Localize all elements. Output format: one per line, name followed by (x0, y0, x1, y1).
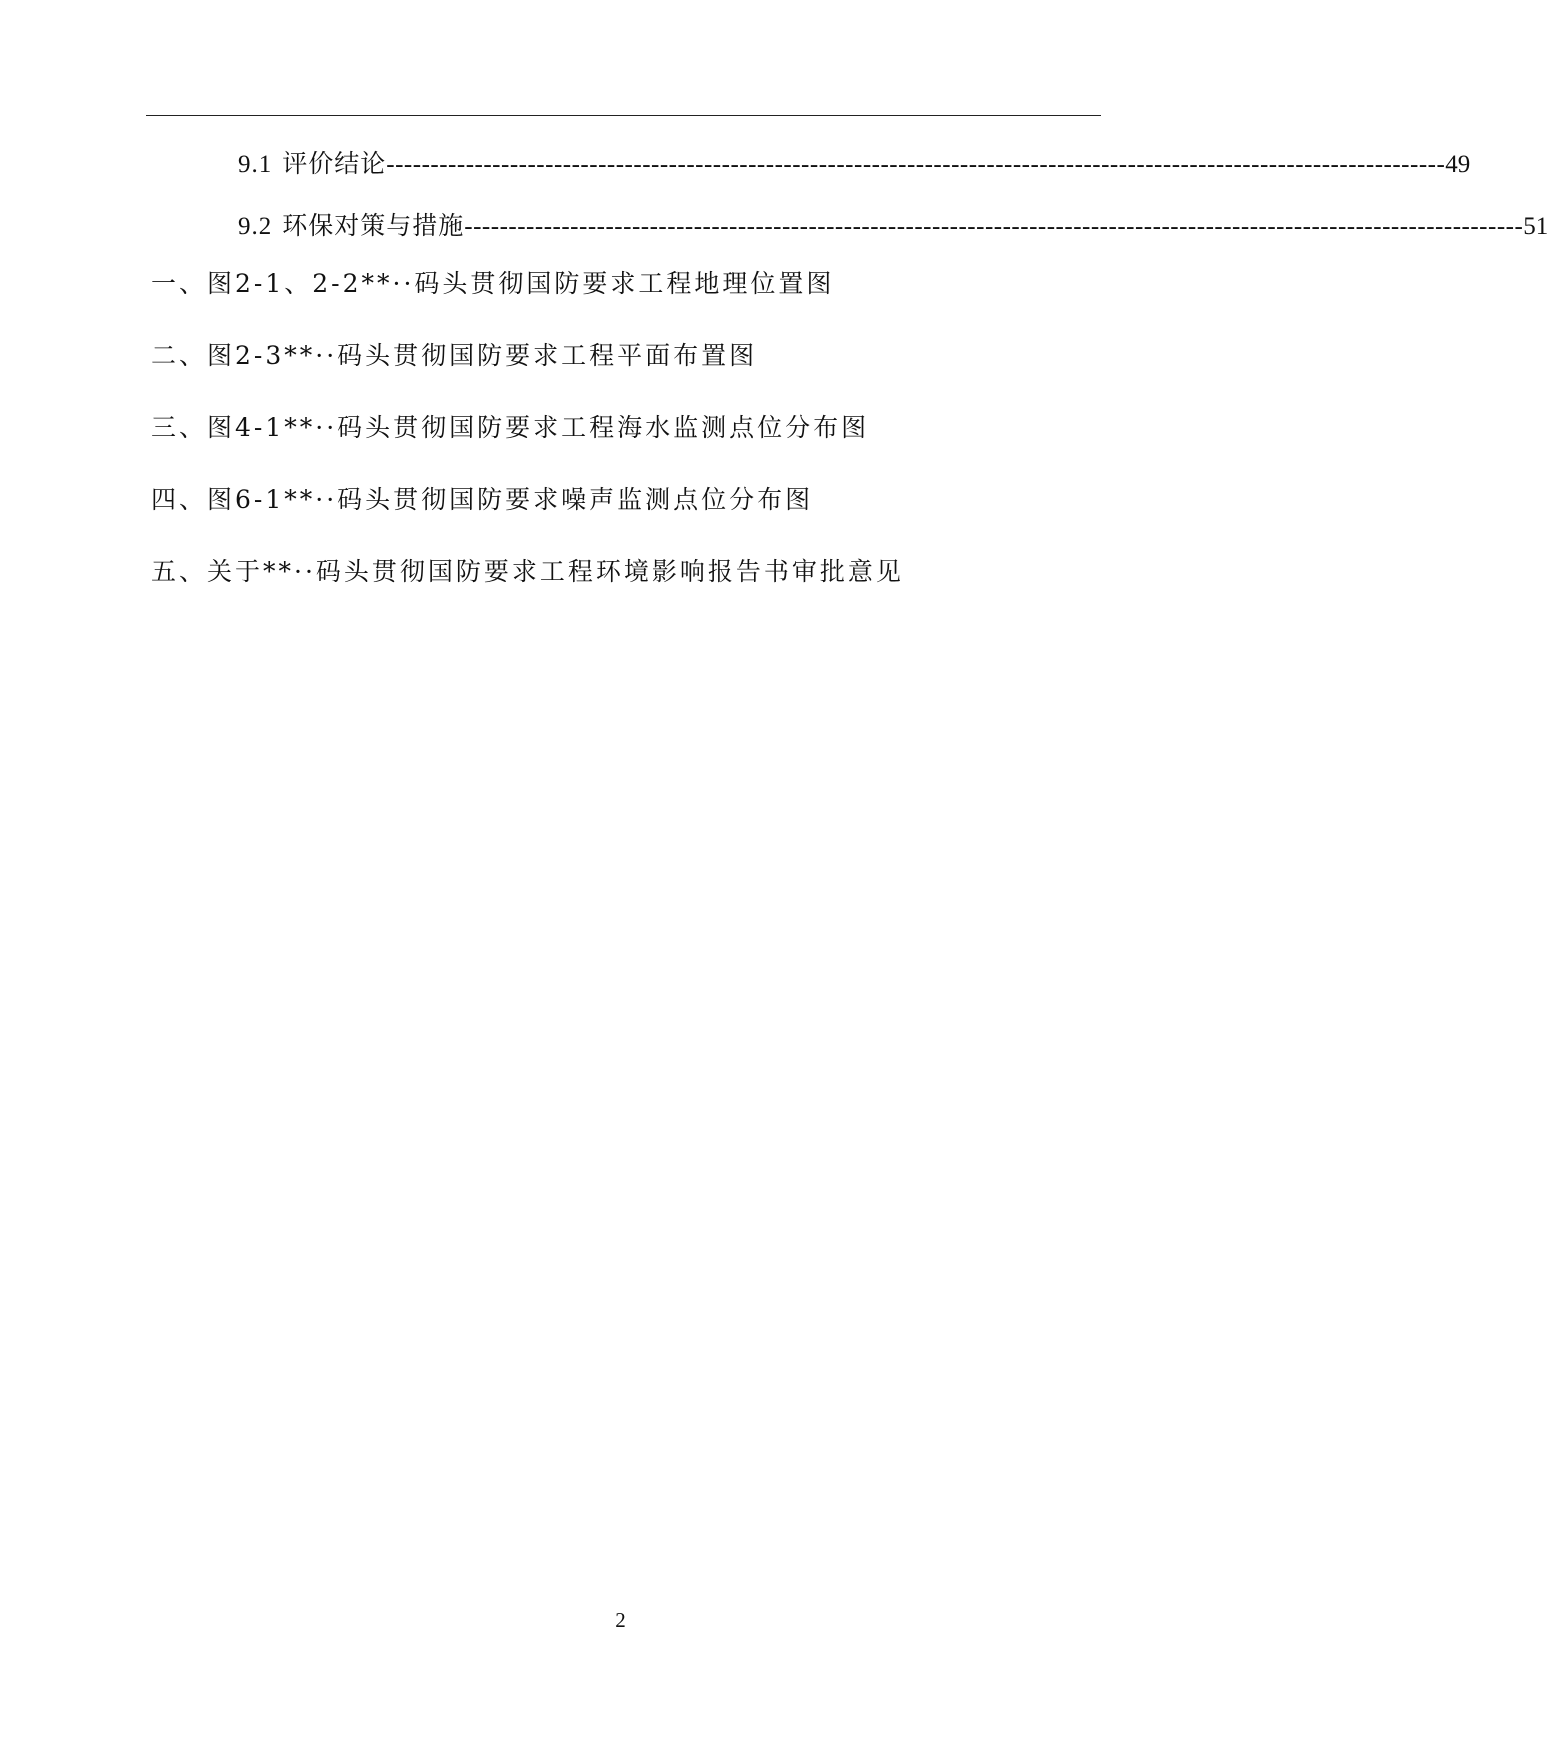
toc-entry-title: 评价结论 (282, 149, 387, 178)
toc-entry (238, 144, 1471, 180)
toc-entry-title: 环保对策与措施 (282, 211, 465, 240)
toc-leader: ------------------------------------------------------------------------------------------------------------------------ (464, 213, 1524, 240)
appendix-item: 三、图4-1**··码头贯彻国防要求工程海水监测点位分布图 (151, 413, 870, 442)
toc-leader: ------------------------------------------------------------------------------------------------------------------------ (386, 151, 1446, 178)
appendix-item: 四、图6-1**··码头贯彻国防要求噪声监测点位分布图 (151, 485, 814, 514)
toc-entry-number: 9.2 (238, 213, 273, 240)
toc-entry (238, 206, 1548, 242)
toc-entry-number: 9.1 (238, 151, 273, 178)
appendix-item: 二、图2-3**··码头贯彻国防要求工程平面布置图 (151, 341, 758, 370)
header-rule (146, 115, 1101, 116)
toc-entry-label (238, 206, 464, 242)
toc-page-number: 51 (1523, 213, 1548, 240)
appendix-item: 五、关于**··码头贯彻国防要求工程环境影响报告书审批意见 (151, 557, 904, 586)
toc-page-number: 49 (1445, 151, 1471, 178)
page-number: 2 (615, 1608, 626, 1632)
toc-entry-label (238, 144, 386, 180)
appendix-item: 一、图2-1、2-2**··码头贯彻国防要求工程地理位置图 (151, 269, 835, 298)
